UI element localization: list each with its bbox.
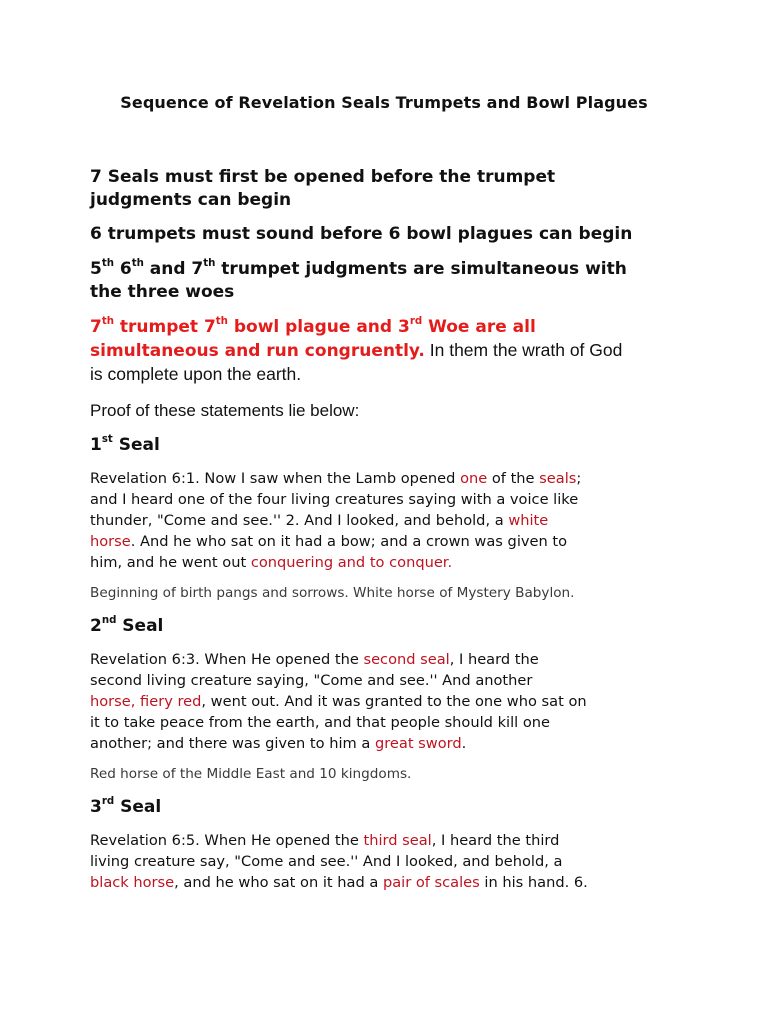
seal-heading-1: 1st Seal <box>90 433 160 455</box>
statement-seals-first: 7 Seals must first be opened before the trumpet judgments can begin <box>90 167 556 210</box>
seal-heading-3: 3rd Seal <box>90 795 162 817</box>
verse-revelation-6-1: Revelation 6:1. Now I saw when the Lamb opened one of the seals; and I heard one of the four living creatures saying with a voice like thunder, "Come and see.'' 2. And I looked, and behold, a white horse. And he who sat on it had a bow; and a crown was given to him, and he went out conquering and to conquer. <box>90 470 582 571</box>
statement-trumpets-before-bowls: 6 trumpets must sound before 6 bowl plagues can begin <box>90 224 633 244</box>
verse-revelation-6-3: Revelation 6:3. When He opened the second seal, I heard the second living creature saying, "Come and see.'' And another horse, fiery red, went out. And it was granted to the one who sat on it to take peace from the earth, and that people should kill one another; and there was given to him a great sword. <box>90 651 587 752</box>
proof-intro: Proof of these statements lie below: <box>90 401 360 420</box>
seal-note-1: Beginning of birth pangs and sorrows. White horse of Mystery Babylon. <box>90 585 575 601</box>
document-title: Sequence of Revelation Seals Trumpets and Bowl Plagues <box>120 93 648 112</box>
seal-heading-2: 2nd Seal <box>90 614 164 636</box>
verse-revelation-6-5: Revelation 6:5. When He opened the third seal, I heard the third living creature say, "Come and see.'' And I looked, and behold, a black horse, and he who sat on it had a pair of scales in his hand. 6. <box>90 832 588 891</box>
statement-seventh-trumpet: 7th trumpet 7th bowl plague and 3rd Woe are all simultaneous and run congruently. In them the wrath of God is complete upon the earth. <box>90 315 623 384</box>
document-body <box>90 166 690 903</box>
statement-three-woes: 5th 6th and 7th trumpet judgments are simultaneous with the three woes <box>90 257 627 302</box>
seal-note-2: Red horse of the Middle East and 10 kingdoms. <box>90 766 412 782</box>
